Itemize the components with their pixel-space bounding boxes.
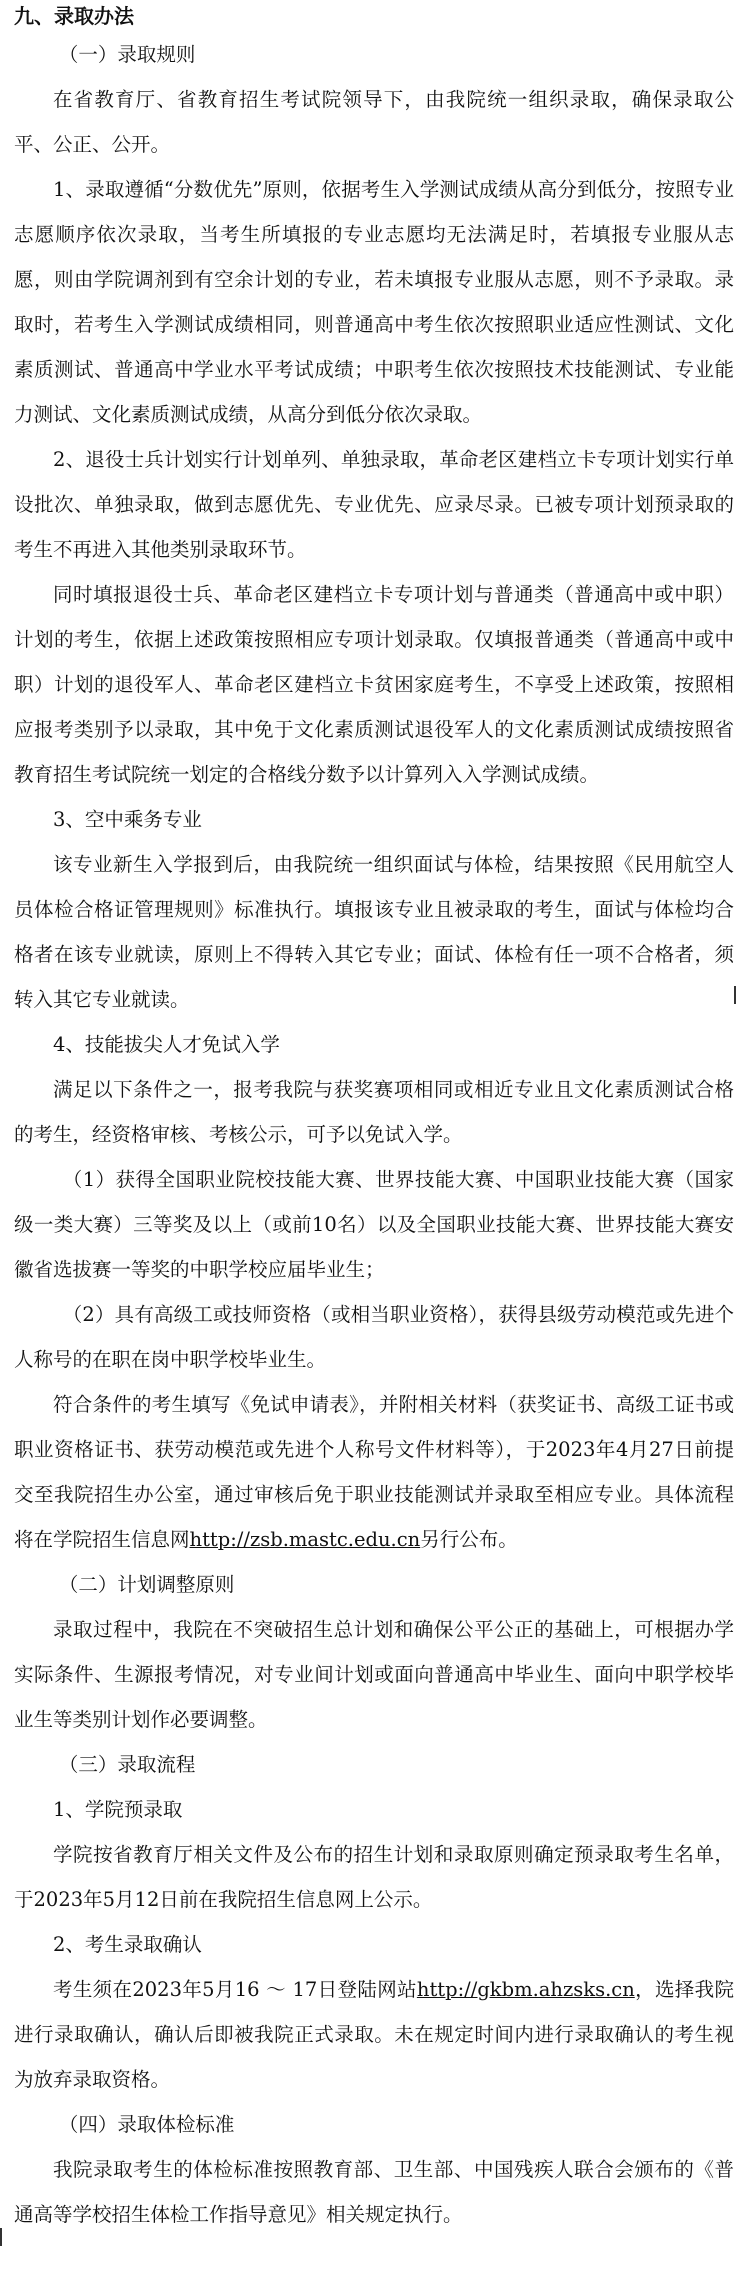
rule4-intro-paragraph: 满足以下条件之一，报考我院与获奖赛项相同或相近专业且文化素质测试合格的考生，经资格审核、考核公示，可予以免试入学。	[14, 1078, 734, 1146]
step2-heading: 2、考生录取确认	[53, 1933, 202, 1956]
apply-paragraph	[14, 1382, 734, 1562]
step2-paragraph	[14, 1967, 734, 2102]
part1-heading: （一）录取规则	[58, 43, 196, 66]
section-title: 九、录取办法	[14, 4, 134, 28]
condition1-paragraph: （1）获得全国职业院校技能大赛、世界技能大赛、中国职业技能大赛（国家级一类大赛）三等奖及以上（或前10名）以及全国职业技能大赛、世界技能大赛安徽省选拔赛一等奖的中职学校应届毕业生；	[14, 1168, 734, 1281]
part2-heading: （二）计划调整原则	[58, 1573, 235, 1596]
step2-text-end: ，选择我院进行录取确认，确认后即被我院正式录取。未在规定时间内进行录取确认的考生视为放弃录取资格。	[14, 1978, 734, 2091]
part2-paragraph: 录取过程中，我院在不突破招生总计划和确保公平公正的基础上，可根据办学实际条件、生源报考情况，对专业间计划或面向普通高中毕业生、面向中职学校毕业生等类别计划作必要调整。	[14, 1618, 734, 1731]
apply-text-end: 另行公布。	[420, 1528, 518, 1551]
rule3-paragraph: 该专业新生入学报到后，由我院统一组织面试与体检，结果按照《民用航空人员体检合格证管理规则》标准执行。填报该专业且被录取的考生，面试与体检均合格者在该专业就读，原则上不得转入其它专业；面试、体检有任一项不合格者，须转入其它专业就读。	[14, 853, 734, 1011]
rule3-heading: 3、空中乘务专业	[53, 808, 202, 831]
part4-paragraph: 我院录取考生的体检标准按照教育部、卫生部、中国残疾人联合会颁布的《普通高等学校招生体检工作指导意见》相关规定执行。	[14, 2158, 734, 2226]
rule1-paragraph: 1、录取遵循“分数优先”原则，依据考生入学测试成绩从高分到低分，按照专业志愿顺序依次录取，当考生所填报的专业志愿均无法满足时，若填报专业服从志愿，则由学院调剂到有空余计划的专业，若未填报专业服从志愿，则不予录取。录取时，若考生入学测试成绩相同，则普通高中考生依次按照职业适应性测试、文化素质测试、普通高中学业水平考试成绩；中职考生依次按照技术技能测试、专业能力测试、文化素质测试成绩，从高分到低分依次录取。	[14, 178, 734, 426]
text-cursor-mark-left	[0, 2228, 2, 2246]
rule4-heading: 4、技能拔尖人才免试入学	[53, 1033, 280, 1056]
exam-registration-link[interactable]: http://gkbm.ahzsks.cn	[416, 1978, 635, 2001]
step1-paragraph: 学院按省教育厅相关文件及公布的招生计划和录取原则确定预录取考生名单，于2023年5月12日前在我院招生信息网上公示。	[14, 1843, 734, 1911]
rule2-paragraph: 2、退役士兵计划实行计划单列、单独录取，革命老区建档立卡专项计划实行单设批次、单独录取，做到志愿优先、专业优先、应录尽录。已被专项计划预录取的考生不再进入其他类别录取环节。	[14, 448, 734, 561]
text-cursor-mark-right	[734, 986, 736, 1004]
part4-heading: （四）录取体检标准	[58, 2113, 235, 2136]
condition2-paragraph: （2）具有高级工或技师资格（或相当职业资格），获得县级劳动模范或先进个人称号的在职在岗中职学校毕业生。	[14, 1303, 734, 1371]
part1-intro: 在省教育厅、省教育招生考试院领导下，由我院统一组织录取，确保录取公平、公正、公开。	[14, 88, 734, 156]
step1-heading: 1、学院预录取	[53, 1798, 183, 1821]
rule2-extra-paragraph: 同时填报退役士兵、革命老区建档立卡专项计划与普通类（普通高中或中职）计划的考生，依据上述政策按照相应专项计划录取。仅填报普通类（普通高中或中职）计划的退役军人、革命老区建档立卡贫困家庭考生，不享受上述政策，按照相应报考类别予以录取，其中免于文化素质测试退役军人的文化素质测试成绩按照省教育招生考试院统一划定的合格线分数予以计算列入入学测试成绩。	[14, 583, 734, 786]
step2-text-start: 考生须在2023年5月16 ～ 17日登陆网站	[53, 1978, 417, 2001]
apply-text-start: 符合条件的考生填写《免试申请表》，并附相关材料（获奖证书、高级工证书或职业资格证书、获劳动模范或先进个人称号文件材料等），于2023年4月27日前提交至我院招生办公室，通过审核后免于职业技能测试并录取至相应专业。具体流程将在学院招生信息网	[14, 1393, 734, 1551]
part3-heading: （三）录取流程	[58, 1753, 196, 1776]
admissions-website-link[interactable]: http://zsb.mastc.edu.cn	[189, 1528, 421, 1551]
